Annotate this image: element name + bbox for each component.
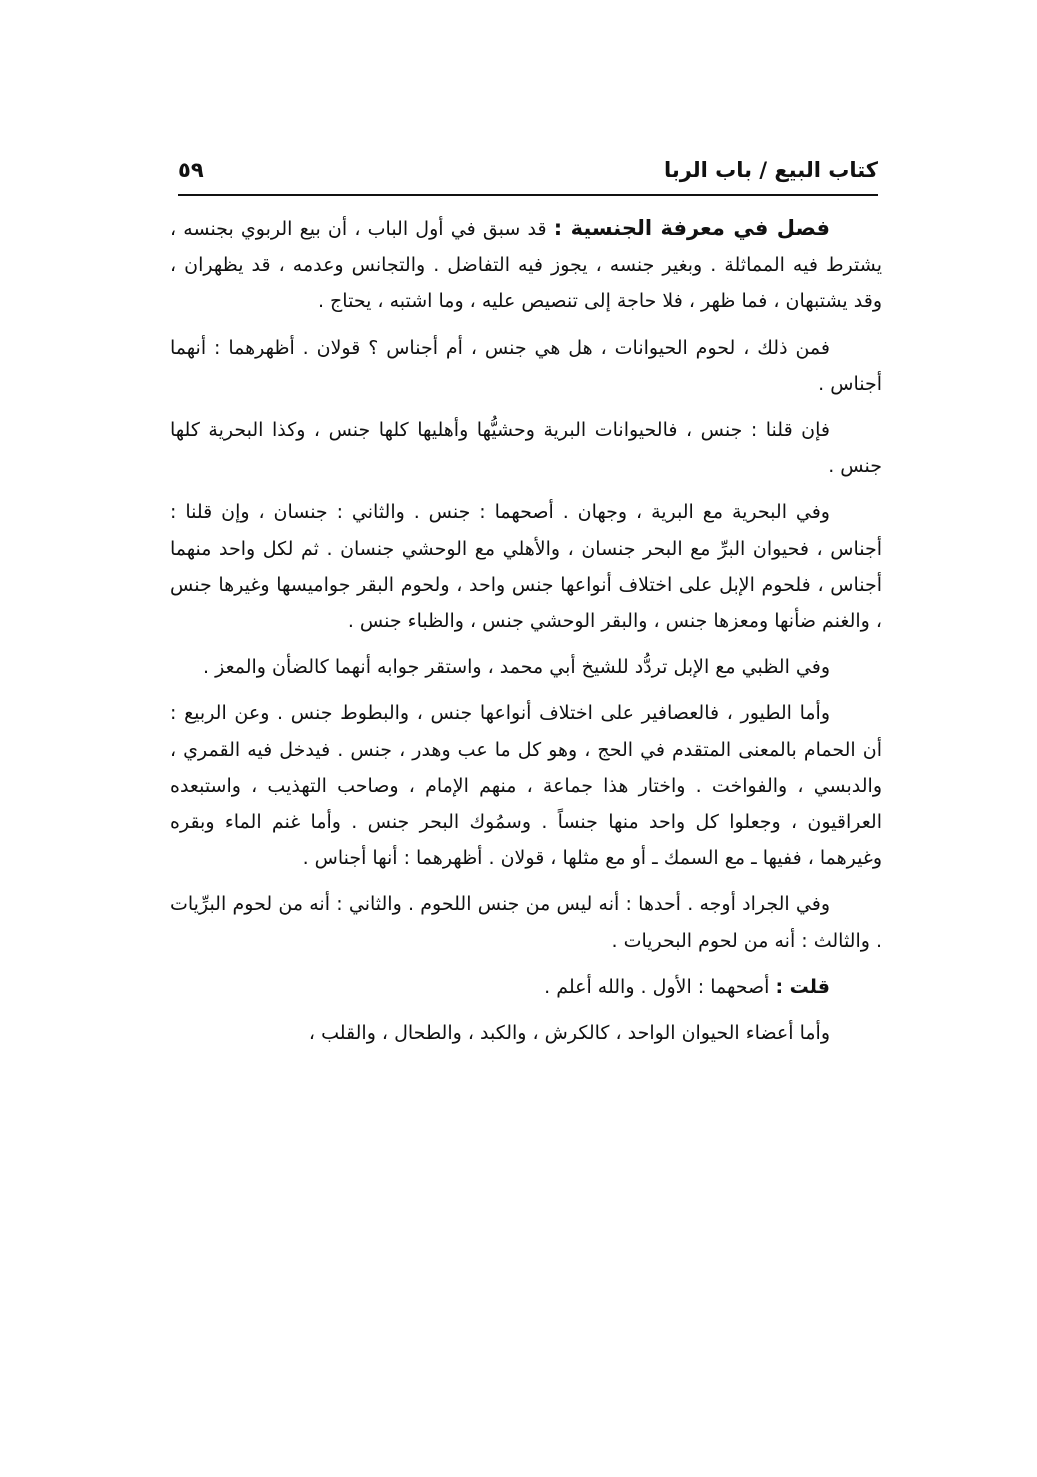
note-label: قلت : [775,975,830,998]
paragraph-text: فإن قلنا : جنس ، فالحيوانات البرية وحشيُّها وأهليها كلها جنس ، وكذا البحرية كلها جنس . [170,419,882,478]
paragraph-text: وفي البحرية مع البرية ، وجهان . أصحهما : جنس . والثاني : جنسان ، وإن قلنا : أجناس ، فحيوان البرِّ مع البحر جنسان ، والأهلي مع الوحشي جنسان . ثم لكل واحد منهما أجناس ، فلحوم الإبل على اختلاف أنواعها جنس واحد ، ولحوم البقر جواميسها وغيرها جنس ، والغنم ضأنها ومعزها جنس ، والبقر الوحشي جنس ، والظباء جنس . [170,501,882,633]
paragraph-text: قد سبق في أول الباب ، أن بيع الربوي بجنسه ، يشترط فيه المماثلة . وبغير جنسه ، يجوز فيه التفاضل . والتجانس وعدمه ، قد يظهران ، وقد يشتبهان ، فما ظهر ، فلا حاجة إلى تنصيص عليه ، وما اشتبه ، يحتاج . [170,218,882,313]
paragraph [170,649,882,685]
running-header [178,150,878,194]
paragraph [170,330,882,402]
section-heading: فصل في معرفة الجنسية : [553,216,830,240]
paragraph-text: أصحهما : الأول . والله أعلم . [544,975,776,998]
paragraph-note [170,969,882,1005]
paragraph [170,1015,882,1051]
paragraph [170,695,882,876]
paragraph-text: وفي الظبي مع الإبل تردُّد للشيخ أبي محمد ، واستقر جوابه أنهما كالضأن والمعز . [203,656,830,679]
page-number: ٥٩ [178,158,204,182]
paragraph [170,494,882,639]
paragraph-text: وفي الجراد أوجه . أحدها : أنه ليس من جنس اللحوم . والثاني : أنه من لحوم البرِّيات . والثالث : أنه من لحوم البحريات . [170,893,882,952]
paragraph-text: وأما أعضاء الحيوان الواحد ، كالكرش ، والكبد ، والطحال ، والقلب ، [308,1022,830,1045]
body-text [170,210,882,1061]
paragraph-text: وأما الطيور ، فالعصافير على اختلاف أنواعها جنس ، والبطوط جنس . وعن الربيع : أن الحمام بالمعنى المتقدم في الحج ، وهو كل ما عب وهدر ، جنس . فيدخل فيه القمري ، والدبسي ، والفواخت . واختار هذا جماعة ، منهم الإمام ، وصاحب التهذيب ، واستبعده العراقيون ، وجعلوا كل واحد منها جنساً . وسمُوك البحر جنس . وأما غنم الماء وبقره وغيرهما ، ففيها ـ مع السمك ـ أو مع مثلها ، قولان . أظهرهما : أنها أجناس . [170,702,882,870]
running-header-title: كتاب البيع / باب الربا [663,158,878,182]
paragraph [170,412,882,484]
paragraph-chapter-intro [170,210,882,320]
paragraph-text: فمن ذلك ، لحوم الحيوانات ، هل هي جنس ، أم أجناس ؟ قولان . أظهرهما : أنهما أجناس . [170,336,882,395]
paragraph [170,886,882,958]
header-rule [178,194,878,196]
